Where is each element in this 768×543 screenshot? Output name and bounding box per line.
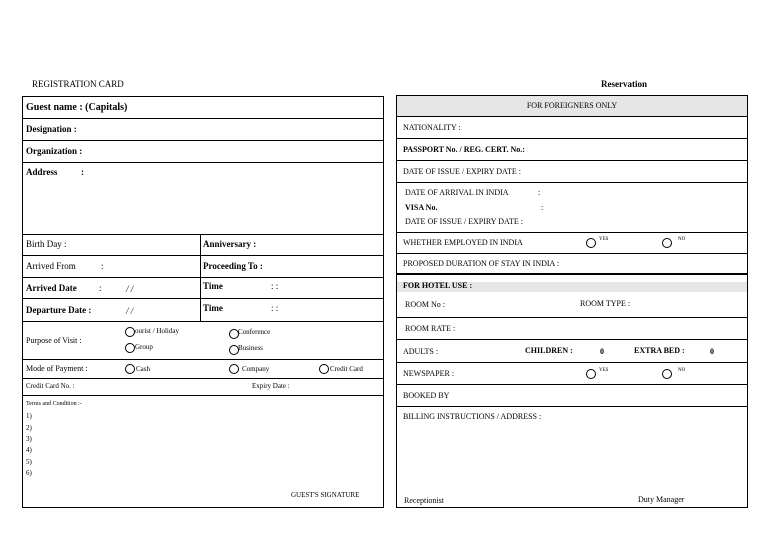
- departure-time-colons: : :: [271, 303, 279, 313]
- newspaper-row: [397, 363, 747, 385]
- arrived-from-row: [23, 256, 383, 278]
- employed-label: WHETHER EMPLOYED IN INDIA: [403, 238, 523, 247]
- room-type-label: ROOM TYPE :: [580, 299, 631, 308]
- booked-by-label: BOOKED BY: [403, 391, 450, 400]
- tourist-option: ourist / Holiday: [135, 327, 179, 335]
- cash-radio[interactable]: [125, 364, 135, 374]
- designation-label: Designation :: [26, 124, 77, 134]
- birthday-row: [23, 235, 383, 256]
- guest-signature-label: GUEST'S SIGNATURE: [291, 491, 360, 499]
- payment-label: Mode of Payment :: [26, 364, 88, 373]
- company-radio[interactable]: [229, 364, 239, 374]
- designation-row: [23, 119, 383, 141]
- children-label: CHILDREN :: [525, 346, 573, 355]
- arrived-date-label: Arrived Date: [26, 283, 77, 293]
- employed-row: [397, 233, 747, 254]
- arrival-time-label: Time: [203, 281, 223, 291]
- departure-date-label: Departure Date :: [26, 305, 92, 315]
- duty-manager-label: Duty Manager: [638, 495, 685, 504]
- terms-title: Terms and Condition :-: [26, 401, 82, 407]
- date-issue-row: [397, 161, 747, 183]
- proceeding-to-label: Proceeding To :: [203, 261, 263, 271]
- registration-card-title: REGISTRATION CARD: [32, 79, 124, 89]
- employed-yes-label: YES: [599, 237, 609, 242]
- departure-date-slashes: / /: [126, 306, 134, 316]
- newspaper-no-label: NO: [678, 368, 686, 373]
- organization-row: [23, 141, 383, 163]
- business-option: Business: [238, 344, 263, 352]
- adults-label: ADULTS :: [403, 347, 439, 356]
- expiry-date-label: Expiry Date :: [252, 382, 290, 390]
- departure-time-label: Time: [203, 303, 223, 313]
- anniversary-label: Anniversary :: [203, 239, 257, 249]
- extra-bed-value: 0: [710, 347, 714, 356]
- term-5: 5): [26, 458, 32, 466]
- term-4: 4): [26, 446, 32, 454]
- newspaper-yes-radio[interactable]: [586, 369, 596, 379]
- nationality-label: NATIONALITY :: [403, 123, 461, 132]
- reservation-title: Reservation: [601, 79, 647, 89]
- receptionist-label: Receptionist: [404, 496, 444, 505]
- credit-card-label: Credit Card No. :: [26, 382, 75, 390]
- foreigners-header-row: [397, 96, 747, 117]
- billing-label: BILLING INSTRUCTIONS / ADDRESS :: [403, 412, 542, 421]
- guest-name-row: [23, 97, 383, 119]
- arrival-india-colon: :: [538, 188, 541, 197]
- arrival-time-colons: : :: [271, 281, 279, 291]
- column-divider: [200, 235, 201, 322]
- birth-day-label: Birth Day :: [26, 239, 67, 249]
- arrival-india-label: DATE OF ARRIVAL IN INDIA: [405, 188, 509, 197]
- conference-option: Conference: [238, 328, 271, 336]
- purpose-row: [23, 322, 383, 360]
- group-option: Group: [135, 343, 153, 351]
- address-label: Address: [26, 167, 58, 177]
- employed-no-label: NO: [678, 237, 686, 242]
- arrived-from-label: Arrived From: [26, 261, 76, 271]
- tourist-radio[interactable]: [125, 327, 135, 337]
- extra-bed-label: EXTRA BED :: [634, 346, 685, 355]
- newspaper-no-radio[interactable]: [662, 369, 672, 379]
- foreigners-title: FOR FOREIGNERS ONLY: [526, 101, 618, 110]
- arrived-date-colon: :: [99, 283, 102, 293]
- passport-label: PASSPORT No. / REG. CERT. No.:: [403, 145, 525, 154]
- purpose-label: Purpose of Visit :: [26, 336, 82, 345]
- departure-date-row: [23, 299, 383, 322]
- duration-label: PROPOSED DURATION OF STAY IN INDIA :: [403, 259, 560, 268]
- nationality-row: [397, 117, 747, 139]
- arrived-date-slashes: / /: [126, 284, 134, 294]
- passport-row: [397, 139, 747, 161]
- organization-label: Organization :: [26, 146, 83, 156]
- booked-by-row: [397, 385, 747, 407]
- date-issue2-label: DATE OF ISSUE / EXPIRY DATE :: [405, 217, 523, 226]
- arrival-visa-row: [397, 183, 747, 233]
- room-row: [397, 275, 747, 318]
- credit-card-radio[interactable]: [319, 364, 329, 374]
- newspaper-yes-label: YES: [599, 368, 609, 373]
- term-1: 1): [26, 412, 32, 420]
- newspaper-label: NEWSPAPER :: [403, 369, 455, 378]
- occupancy-row: [397, 340, 747, 363]
- credit-card-row: [23, 379, 383, 396]
- cash-option: Cash: [136, 365, 150, 373]
- company-option: Company: [242, 365, 270, 373]
- term-2: 2): [26, 424, 32, 432]
- room-no-label: ROOM No :: [405, 300, 446, 309]
- group-radio[interactable]: [125, 343, 135, 353]
- hotel-use-label: FOR HOTEL USE :: [403, 281, 473, 290]
- room-rate-label: ROOM RATE :: [405, 324, 456, 333]
- employed-no-radio[interactable]: [662, 238, 672, 248]
- address-colon: :: [81, 167, 84, 177]
- arrived-from-colon: :: [101, 261, 104, 271]
- payment-row: [23, 360, 383, 379]
- term-3: 3): [26, 435, 32, 443]
- arrived-date-row: [23, 278, 383, 299]
- children-value: 0: [600, 347, 604, 356]
- visa-no-label: VISA No.: [405, 203, 438, 212]
- reservation-form: [396, 95, 748, 508]
- visa-colon: :: [541, 203, 544, 212]
- registration-form: [22, 96, 384, 508]
- room-rate-row: [397, 318, 747, 340]
- duration-row: [397, 254, 747, 275]
- employed-yes-radio[interactable]: [586, 238, 596, 248]
- address-row: [23, 163, 383, 235]
- guest-name-label: Guest name : (Capitals): [26, 102, 128, 113]
- credit-card-option: Credit Card: [330, 365, 363, 373]
- date-issue-label: DATE OF ISSUE / EXPIRY DATE :: [403, 167, 521, 176]
- term-6: 6): [26, 469, 32, 477]
